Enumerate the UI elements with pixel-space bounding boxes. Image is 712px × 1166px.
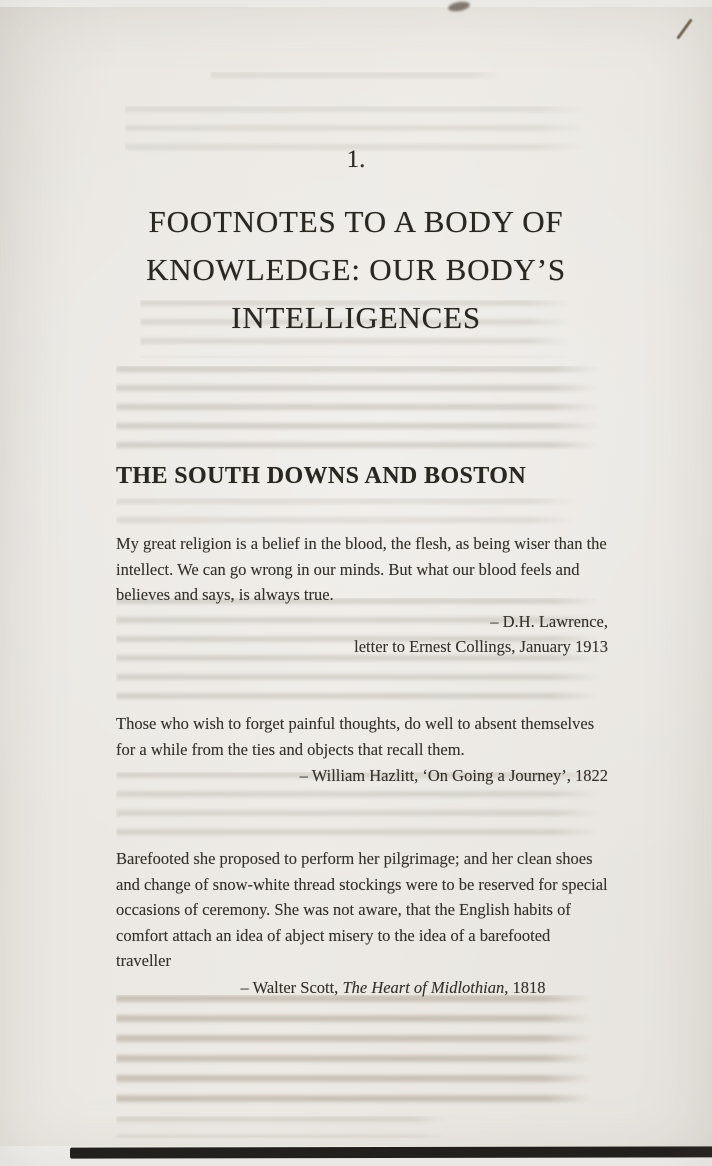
epigraph-lawrence-text: My great religion is a belief in the blood, the flesh, as being wiser than the intellect. We can go wrong in our minds. But what our blood feels and believes and says, is always true. [116, 534, 607, 604]
epigraph-hazlitt-attribution: – William Hazlitt, ‘On Going a Journey’, 1822 [299, 766, 608, 785]
bleed-through-text [116, 995, 592, 1113]
chapter-title [0, 198, 712, 342]
epigraph-lawrence-attribution-line-1: – D.H. Lawrence, [490, 611, 608, 631]
epigraph-scott-book-title: The Heart of Midlothian [342, 977, 505, 997]
bleed-through-text [116, 366, 600, 460]
epigraph-lawrence-attribution [116, 609, 608, 659]
section-heading: THE SOUTH DOWNS AND BOSTON [116, 463, 527, 489]
chapter-title-line-1: FOOTNOTES TO A BODY OF [148, 204, 564, 239]
bleed-through-text [210, 72, 500, 84]
chapter-title-line-3: INTELLIGENCES [231, 300, 481, 335]
scan-top-edge [0, 0, 712, 7]
epigraph-scott-text: Barefooted she proposed to perform her pilgrimage; and her clean shoes and change of snow-white thread stockings were to be reserved for special occasions of ceremony. She was not aware, that the English habits of comfort attach an idea of abject misery to the idea of a barefooted traveller [116, 849, 608, 970]
chapter-number: 1. [346, 146, 366, 173]
epigraph-lawrence [116, 531, 608, 659]
epigraph-scott-attribution-suffix: , 1818 [504, 977, 546, 997]
chapter-title-line-2: KNOWLEDGE: OUR BODY’S [146, 252, 566, 287]
bleed-through-text [116, 498, 576, 528]
epigraph-lawrence-attribution-line-2: letter to Ernest Collings, January 1913 [354, 636, 608, 656]
epigraph-scott-attribution [116, 975, 608, 1000]
epigraph-hazlitt-text: Those who wish to forget painful thoughts, do well to absent themselves for a while from the ties and objects that recall them. [116, 714, 595, 759]
epigraph-scott-attribution-prefix: – Walter Scott, [240, 977, 343, 997]
epigraph-scott [116, 846, 608, 1000]
pen-mark [676, 18, 693, 39]
bleed-through-text [116, 1116, 446, 1138]
epigraph-hazlitt [116, 711, 608, 788]
scan-edge-band [70, 1146, 712, 1158]
